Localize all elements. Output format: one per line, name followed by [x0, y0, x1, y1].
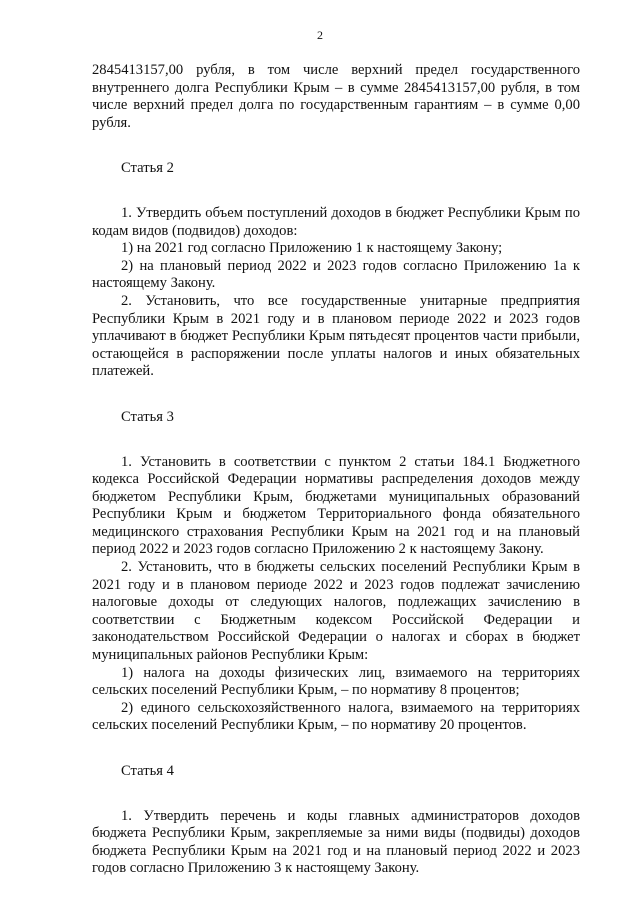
article-3-paragraph-2: 2. Установить, что в бюджеты сельских поселений Республики Крым в 2021 году и в плановом периоде 2022 и 2023 годов подлежат зачислению налоговые доходы от следующих налогов, подлежащих зачислению в соответствии с Бюджетным кодексом Российской Федерации и законодательством Российской Федерации о налогах и сборах в бюджет муниципальных районов Республики Крым:: [92, 559, 580, 664]
page-number: 2: [317, 28, 323, 42]
article-2-paragraph-2: 2. Установить, что все государственные унитарные предприятия Республики Крым в 2021 году и в плановом периоде 2022 и 2023 годов уплачивают в бюджет Республики Крым пятьдесят процентов части прибыли, остающейся в распоряжении после уплаты налогов и иных обязательных платежей.: [92, 292, 580, 380]
article-2-paragraph-1-item-1: 1) на 2021 год согласно Приложению 1 к настоящему Закону;: [121, 240, 503, 257]
article-2-paragraph-1-item-2: 2) на плановый период 2022 и 2023 годов согласно Приложению 1а к настоящему Закону.: [92, 257, 580, 292]
article-2-paragraph-1: 1. Утвердить объем поступлений доходов в бюджет Республики Крым по кодам видов (подвидов) доходов:: [92, 204, 580, 239]
intro-paragraph: 2845413157,00 рубля, в том числе верхний предел государственного внутреннего долга Республики Крым – в сумме 2845413157,00 рубля, в том числе верхний предел долга по государственным гарантиям – в сумме 0,00 рубля.: [92, 62, 580, 131]
article-4-heading: Статья 4: [121, 763, 174, 779]
article-2-heading: Статья 2: [121, 160, 174, 177]
article-3-heading: Статья 3: [121, 408, 174, 425]
document-body: [92, 62, 580, 878]
article-3-paragraph-1: 1. Установить в соответствии с пунктом 2 статьи 184.1 Бюджетного кодекса Российской Федерации нормативы распределения доходов между бюджетом Республики Крым, бюджетами муниципальных образований Республики Крым и бюджетом Территориального фонда обязательного медицинского страхования Республики Крым на 2021 год и на плановый период 2022 и 2023 годов согласно Приложению 2 к настоящему Закону.: [92, 453, 580, 558]
article-3-paragraph-2-item-1: 1) налога на доходы физических лиц, взимаемого на территориях сельских поселений Республики Крым, – по нормативу 8 процентов;: [92, 664, 580, 699]
article-3-paragraph-2-item-2: 2) единого сельскохозяйственного налога, взимаемого на территориях сельских поселений Республики Крым, – по нормативу 20 процентов.: [92, 699, 580, 734]
article-4-paragraph-1: 1. Утвердить перечень и коды главных администраторов доходов бюджета Республики Крым, закрепляемые за ними виды (подвиды) доходов бюджета Республики Крым на 2021 год и на плановый период 2022 и 2023 годов согласно Приложению 3 к настоящему Закону.: [92, 807, 580, 877]
